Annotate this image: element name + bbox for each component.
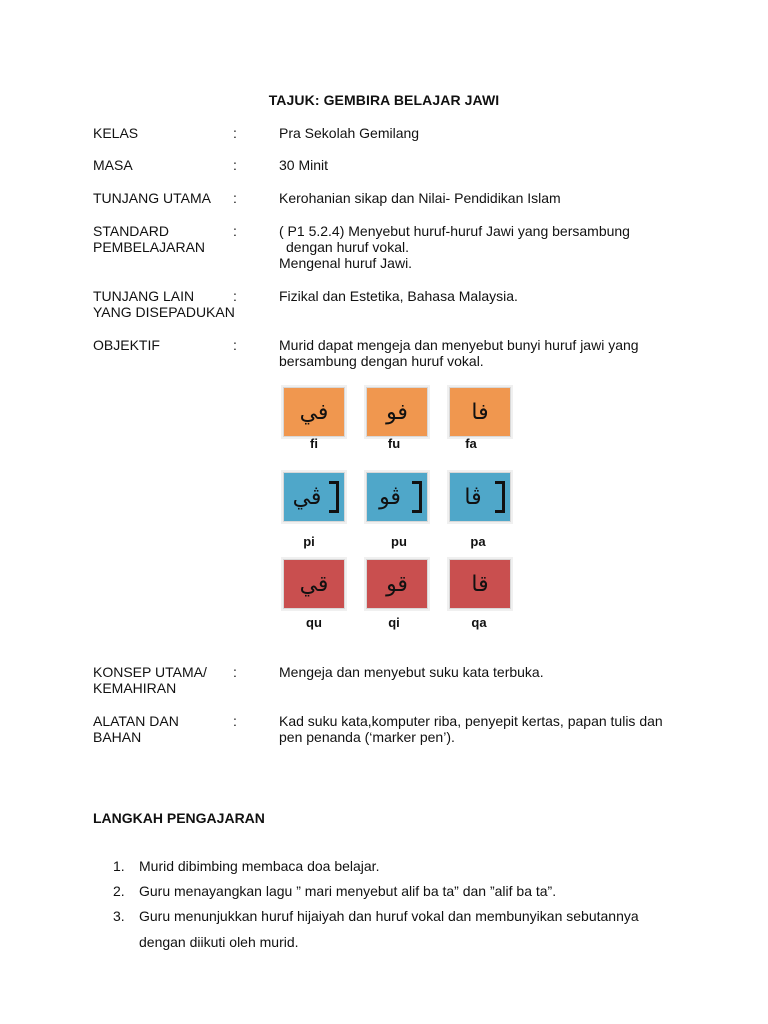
value-line: Mengeja dan menyebut suku kata terbuka. [279, 664, 544, 680]
step-text-continued: dengan diikuti oleh murid. [139, 934, 299, 950]
syllable-card [366, 472, 428, 522]
value-line: ( P1 5.2.4) Menyebut huruf-huruf Jawi yang bersambung [279, 223, 630, 239]
colon: : [233, 190, 237, 206]
value-line: 30 Minit [279, 157, 329, 173]
syllable-label: pa [470, 534, 486, 549]
step-number: 2. [113, 883, 125, 899]
row-value [279, 288, 689, 304]
syllable-card [449, 472, 511, 522]
syllable-card [449, 387, 511, 437]
step-text: Murid dibimbing membaca doa belajar. [139, 858, 380, 874]
jawi-glyph: قو [386, 571, 408, 597]
label-line: KONSEP UTAMA/ [93, 664, 207, 680]
syllable-card [449, 559, 511, 609]
colon: : [233, 713, 237, 729]
row-label [93, 288, 243, 320]
value-line: Kad suku kata,komputer riba, penyepit kertas, papan tulis dan [279, 713, 663, 729]
value-line: dengan huruf vokal. [286, 239, 409, 255]
row-value [279, 157, 689, 173]
syllable-label: pu [391, 534, 407, 549]
colon: : [233, 157, 237, 173]
value-line: Murid dapat mengeja dan menyebut bunyi huruf jawi yang [279, 337, 639, 353]
jawi-glyph: قا [471, 571, 489, 597]
step-text: Guru menayangkan lagu ” mari menyebut alif ba ta” dan ”alif ba ta”. [139, 883, 557, 899]
syllable-cards [278, 383, 523, 643]
step-item [113, 858, 693, 874]
syllable-card [283, 472, 345, 522]
row-label [93, 664, 243, 696]
row-label [93, 125, 243, 141]
row-value [279, 223, 689, 271]
value-line: Pra Sekolah Gemilang [279, 125, 420, 141]
syllable-label: qi [388, 615, 400, 630]
colon: : [233, 223, 237, 239]
syllable-label: qu [306, 615, 322, 630]
colon: : [233, 664, 237, 680]
jawi-glyph: ڤي [292, 484, 322, 510]
jawi-glyph: ڤا [464, 484, 482, 510]
step-item [113, 908, 693, 950]
value-line: pen penanda (‘marker pen’). [279, 729, 455, 745]
syllable-label: fa [465, 436, 477, 451]
value-line: bersambung dengan huruf vokal. [279, 353, 484, 369]
syllable-label: qa [471, 615, 487, 630]
label-line: TUNJANG UTAMA [93, 190, 211, 206]
row-label [93, 223, 243, 255]
label-line: KEMAHIRAN [93, 680, 177, 696]
syllable-label: fi [310, 436, 318, 451]
syllable-card [283, 559, 345, 609]
value-line: Mengenal huruf Jawi. [279, 255, 413, 271]
label-line: OBJEKTIF [93, 337, 160, 353]
jawi-glyph: في [299, 399, 329, 425]
step-number: 1. [113, 858, 125, 874]
label-line: PEMBELAJARAN [93, 239, 206, 255]
syllable-card [283, 387, 345, 437]
colon: : [233, 125, 237, 141]
step-text: Guru menunjukkan huruf hijaiyah dan huruf vokal dan membunyikan sebutannya [139, 908, 639, 924]
step-number: 3. [113, 908, 125, 924]
step-item [113, 883, 693, 899]
syllable-card [366, 387, 428, 437]
jawi-glyph: ڤو [379, 484, 401, 510]
row-label [93, 190, 243, 206]
syllable-label: fu [387, 436, 401, 451]
label-line: KELAS [93, 125, 139, 141]
label-line: TUNJANG LAIN [93, 288, 195, 304]
section-title: LANGKAH PENGAJARAN [93, 810, 265, 826]
row-value [279, 190, 689, 206]
label-line: BAHAN [93, 729, 142, 745]
row-value [279, 125, 689, 141]
colon: : [233, 337, 237, 353]
row-value [279, 713, 689, 745]
jawi-glyph: فو [386, 399, 408, 425]
row-label [93, 337, 243, 353]
syllable-label: pi [303, 534, 315, 549]
value-line: Fizikal dan Estetika, Bahasa Malaysia. [279, 288, 518, 304]
label-line: YANG DISEPADUKAN [93, 304, 235, 320]
row-label [93, 157, 243, 173]
jawi-glyph: قي [299, 571, 329, 597]
colon: : [233, 288, 237, 304]
label-line: ALATAN DAN [93, 713, 179, 729]
value-line: Kerohanian sikap dan Nilai- Pendidikan Islam [279, 190, 561, 206]
page-title: TAJUK: GEMBIRA BELAJAR JAWI [268, 92, 500, 108]
jawi-glyph: فا [471, 399, 489, 425]
row-value [279, 337, 689, 369]
row-value [279, 664, 689, 680]
row-label [93, 713, 243, 745]
label-line: MASA [93, 157, 133, 173]
step-list [113, 858, 693, 959]
label-line: STANDARD [93, 223, 169, 239]
syllable-card [366, 559, 428, 609]
